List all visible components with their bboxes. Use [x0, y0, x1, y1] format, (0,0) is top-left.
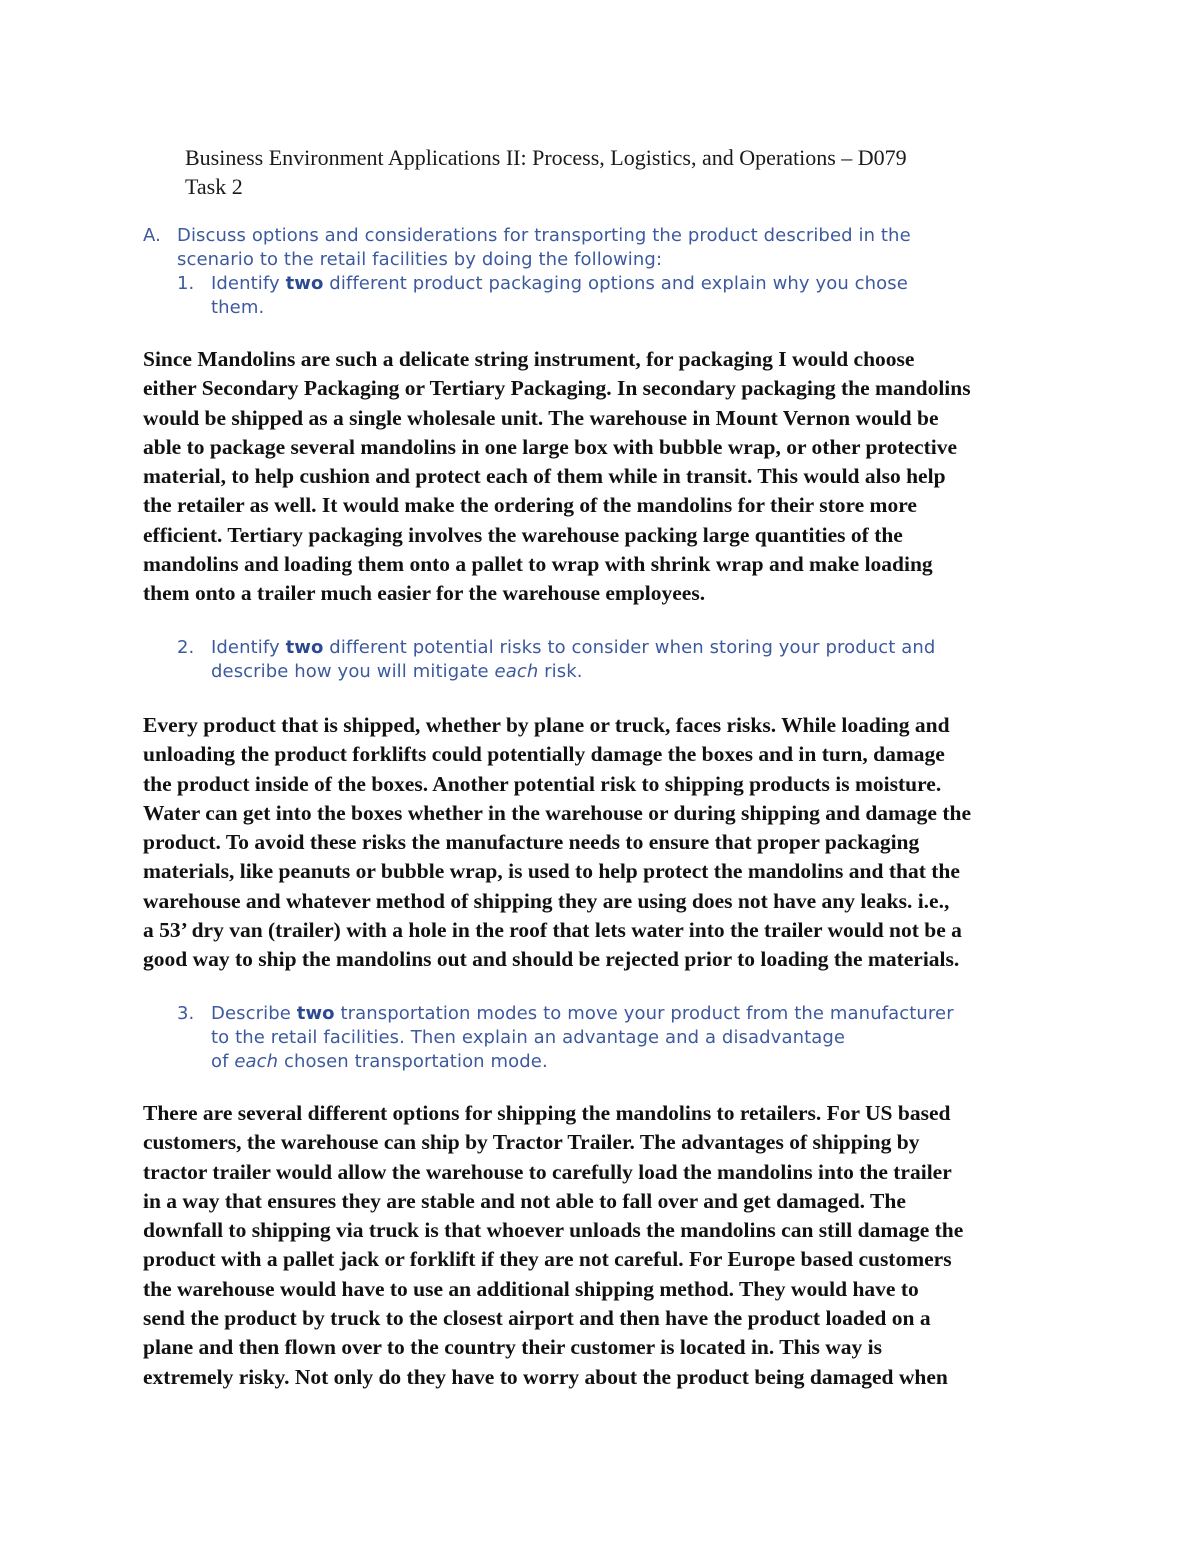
answer-3 [143, 1099, 1068, 1392]
answer-3-line: send the product by truck to the closest airport and then have the product loaded on a [143, 1306, 931, 1331]
task-label: Task 2 [185, 174, 243, 199]
question-2-pre: Identify [211, 637, 286, 658]
answer-3-line: plane and then flown over to the country their customer is located in. This way is [143, 1335, 882, 1360]
question-2-line2-post: risk. [538, 661, 583, 682]
answer-2 [143, 711, 1068, 975]
document-header [185, 143, 907, 201]
answer-2-line: Water can get into the boxes whether in the warehouse or during shipping and damage the [143, 800, 972, 825]
answer-2-line: the product inside of the boxes. Another potential risk to shipping products is moisture. [143, 771, 942, 796]
question-1-number: 1. [177, 273, 195, 294]
answer-3-line: product with a pallet jack or forklift if they are not careful. For Europe based customers [143, 1247, 952, 1272]
answer-2-line: warehouse and whatever method of shipping they are using does not have any leaks. i.e., [143, 888, 950, 913]
question-3-number: 3. [177, 1003, 195, 1024]
question-3-line3-italic: each [234, 1051, 279, 1072]
answer-3-line: the warehouse would have to use an additional shipping method. They would have to [143, 1276, 919, 1301]
answer-1-line: able to package several mandolins in one large box with bubble wrap, or other protective [143, 434, 958, 459]
answer-1-line: would be shipped as a single wholesale unit. The warehouse in Mount Vernon would be [143, 405, 939, 430]
question-1-post: different product packaging options and explain why you chose [323, 273, 908, 294]
question-1-pre: Identify [211, 273, 286, 294]
answer-2-line: product. To avoid these risks the manufacture needs to ensure that proper packaging [143, 830, 920, 855]
section-a-prompt [143, 224, 911, 272]
question-3-pre: Describe [211, 1003, 297, 1024]
question-3-prompt [177, 1002, 954, 1074]
section-a-label: A. [143, 225, 161, 246]
answer-1 [143, 345, 1068, 609]
question-2-number: 2. [177, 637, 195, 658]
section-a-line1: Discuss options and considerations for transporting the product described in the [177, 225, 911, 246]
section-a-line2: scenario to the retail facilities by doing the following: [177, 249, 663, 270]
answer-1-line: material, to help cushion and protect each of them while in transit. This would also help [143, 464, 946, 489]
question-1-prompt [177, 272, 908, 320]
question-2-line2-pre: describe how you will mitigate [211, 661, 495, 682]
document-title: Business Environment Applications II: Process, Logistics, and Operations – D079 [185, 145, 907, 170]
question-1-emphasis: two [285, 273, 324, 294]
question-3-line3-post: chosen transportation mode. [278, 1051, 548, 1072]
answer-1-line: mandolins and loading them onto a pallet to wrap with shrink wrap and make loading [143, 552, 933, 577]
answer-3-line: tractor trailer would allow the warehouse to carefully load the mandolins into the trailer [143, 1159, 952, 1184]
answer-1-line: efficient. Tertiary packaging involves the warehouse packing large quantities of the [143, 522, 903, 547]
answer-2-line: Every product that is shipped, whether by plane or truck, faces risks. While loading and [143, 713, 950, 737]
answer-1-line: the retailer as well. It would make the ordering of the mandolins for their store more [143, 493, 917, 518]
question-2-line2-italic: each [494, 661, 539, 682]
question-2-emphasis: two [285, 637, 324, 658]
answer-3-line: in a way that ensures they are stable and not able to fall over and get damaged. The [143, 1188, 906, 1213]
question-2-prompt [177, 636, 935, 684]
answer-3-line: extremely risky. Not only do they have to worry about the product being damaged when [143, 1364, 948, 1389]
question-3-line2: to the retail facilities. Then explain an advantage and a disadvantage [211, 1027, 846, 1048]
answer-3-line: downfall to shipping via truck is that whoever unloads the mandolins can still damage the [143, 1218, 964, 1243]
answer-1-line: either Secondary Packaging or Tertiary Packaging. In secondary packaging the mandolins [143, 376, 971, 401]
question-2-post: different potential risks to consider when storing your product and [323, 637, 936, 658]
answer-2-line: unloading the product forklifts could potentially damage the boxes and in turn, damage [143, 742, 945, 767]
answer-2-line: materials, like peanuts or bubble wrap, is used to help protect the mandolins and that the [143, 859, 960, 884]
question-1-line2: them. [211, 297, 265, 318]
question-3-line3-pre: of [211, 1051, 235, 1072]
question-3-post: transportation modes to move your product from the manufacturer [334, 1003, 954, 1024]
answer-3-line: There are several different options for shipping the mandolins to retailers. For US based [143, 1101, 951, 1125]
answer-2-line: good way to ship the mandolins out and should be rejected prior to loading the materials. [143, 947, 960, 972]
answer-2-line: a 53’ dry van (trailer) with a hole in the roof that lets water into the trailer would not be a [143, 918, 962, 943]
answer-1-line: them onto a trailer much easier for the warehouse employees. [143, 581, 706, 606]
answer-1-line: Since Mandolins are such a delicate string instrument, for packaging I would choose [143, 347, 915, 371]
answer-3-line: customers, the warehouse can ship by Tractor Trailer. The advantages of shipping by [143, 1130, 920, 1155]
question-3-emphasis: two [296, 1003, 335, 1024]
